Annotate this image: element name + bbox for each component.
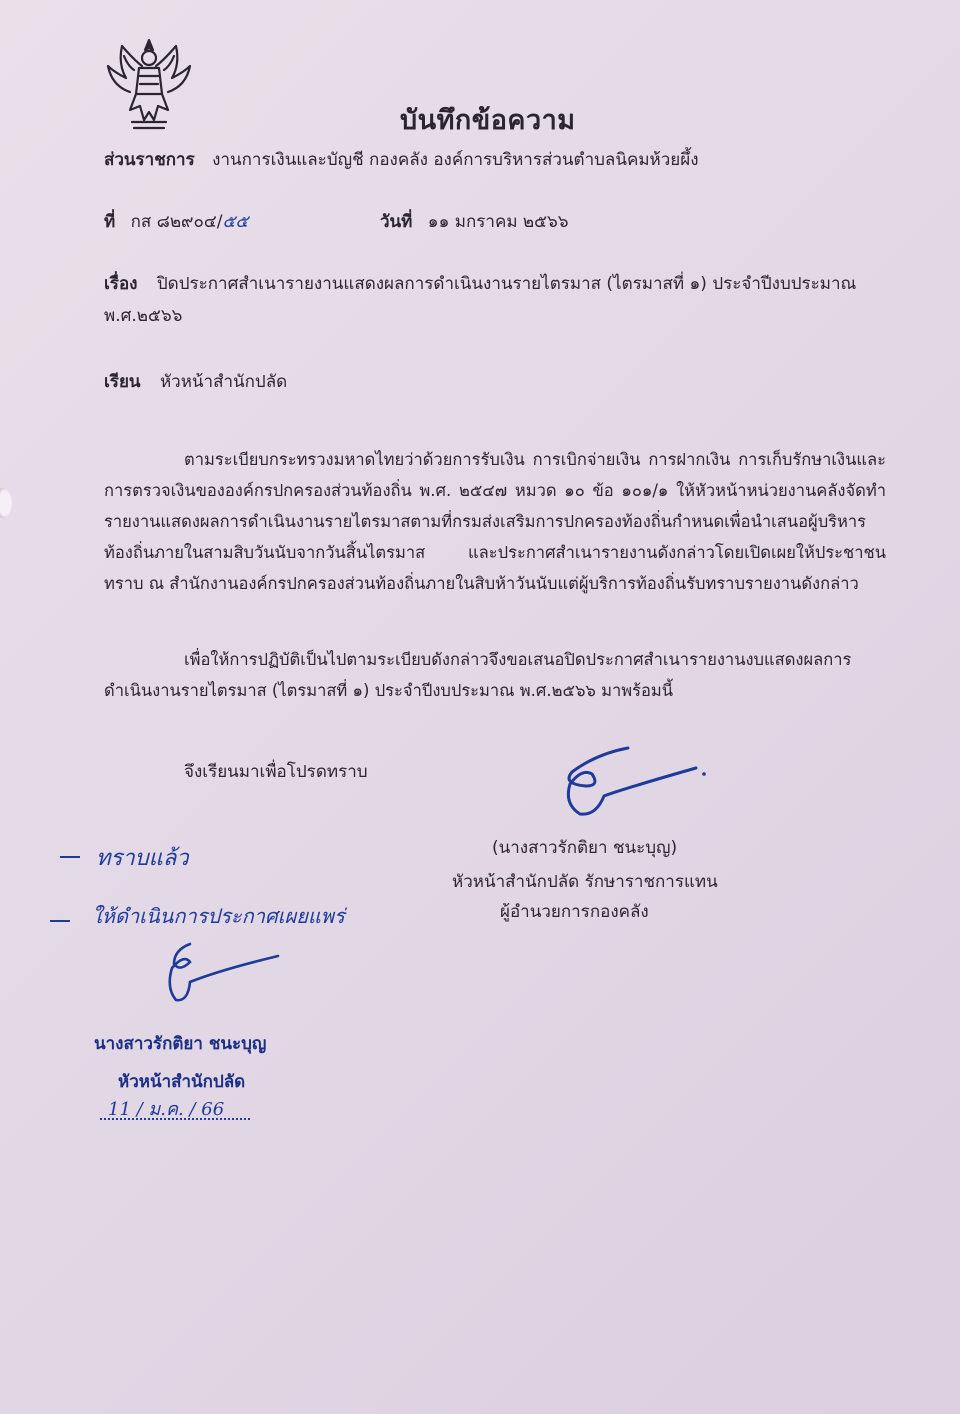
handwritten-date: 11 / ม.ค. / 66: [108, 1099, 225, 1120]
addressee-value: หัวหน้าสำนักปลัด: [159, 372, 288, 392]
signer-name: (นางสาวรักติยา ชนะบุญ): [492, 838, 678, 858]
subject-continued: พ.ศ.๒๕๖๖: [104, 306, 183, 326]
reference-value: กส ๘๒๙๐๔/: [130, 212, 223, 232]
punch-hole: [0, 488, 12, 518]
addressee-label: เรียน: [104, 372, 141, 392]
closing-text: จึงเรียนมาเพื่อโปรดทราบ: [184, 762, 368, 782]
agency-row: [104, 146, 699, 173]
body-paragraph-2: เพื่อให้การปฏิบัติเป็นไปตามระเบียบดังกล่าวจึงขอเสนอปิดประกาศสำเนารายงานงบแสดงผลการดำเนินงานรายไตรมาส (ไตรมาสที่ ๑) ประจำปีงบประมาณ พ.ศ.๒๕๖๖ มาพร้อมนี้: [104, 650, 852, 700]
reference-handwritten: ๕๕: [222, 212, 249, 232]
garuda-emblem-icon: [104, 36, 194, 132]
subject-value: ปิดประกาศสำเนารายงานแสดงผลการดำเนินงานรายไตรมาส (ไตรมาสที่ ๑) ประจำปีงบประมาณ: [156, 274, 857, 294]
agency-value: งานการเงินและบัญชี กองคลัง องค์การบริหารส่วนตำบลนิคมห้วยผึ้ง: [212, 150, 699, 170]
annotation-signature-icon: [160, 940, 284, 1006]
stamp-position: หัวหน้าสำนักปลัด: [118, 1072, 246, 1092]
dash-marker: [60, 856, 80, 858]
stamp-name: นางสาวรักติยา ชนะบุญ: [94, 1034, 267, 1054]
date-label: วันที่: [380, 212, 413, 232]
handwritten-note-1: ทราบแล้ว: [96, 846, 189, 871]
addressee-row: [104, 368, 287, 395]
handwritten-note-2: ให้ดำเนินการประกาศเผยแพร่: [92, 904, 345, 928]
date-value: ๑๑ มกราคม ๒๕๖๖: [427, 212, 569, 232]
body-paragraph-1: ตามระเบียบกระทรวงมหาดไทยว่าด้วยการรับเงิน การเบิกจ่ายเงิน การฝากเงิน การเก็บรักษาเงินและการตรวจเงินขององค์กรปกครองส่วนท้องถิ่น พ.ศ. ๒๕๔๗ หมวด ๑๐ ข้อ ๑๐๑/๑ ให้หัวหน้าหน่วยงานคลังจัดทำรายงานแสดงผลการดำเนินงานรายไตรมาสตามที่กรมส่งเสริมการปกครองท้องถิ่นกำหนดเพื่อนำเสนอผู้บริหารท้องถิ่นภายในสามสิบวันนับจากวันสิ้นไตรมาส และประกาศสำเนารายงานดังกล่าวโดยเปิดเผยให้ประชาชนทราบ ณ สำนักงานองค์กรปกครองส่วนท้องถิ่นภายในสิบห้าวันนับแต่ผู้บริการท้องถิ่นรับทราบรายงานดังกล่าว: [104, 450, 886, 593]
reference-label: ที่: [104, 212, 116, 232]
agency-label: ส่วนราชการ: [104, 150, 195, 170]
subject-row: [104, 270, 856, 297]
date-row: [380, 208, 569, 235]
signer-position-2: ผู้อำนวยการกองคลัง: [500, 902, 649, 922]
dash-marker: [50, 920, 70, 922]
reference-row: [104, 208, 248, 235]
subject-label: เรื่อง: [104, 274, 138, 294]
memo-title: บันทึกข้อความ: [400, 105, 576, 136]
signature-scribble-icon: [556, 744, 716, 824]
signer-position-1: หัวหน้าสำนักปลัด รักษาราชการแทน: [452, 872, 718, 892]
date-dotted-line: [100, 1118, 250, 1120]
